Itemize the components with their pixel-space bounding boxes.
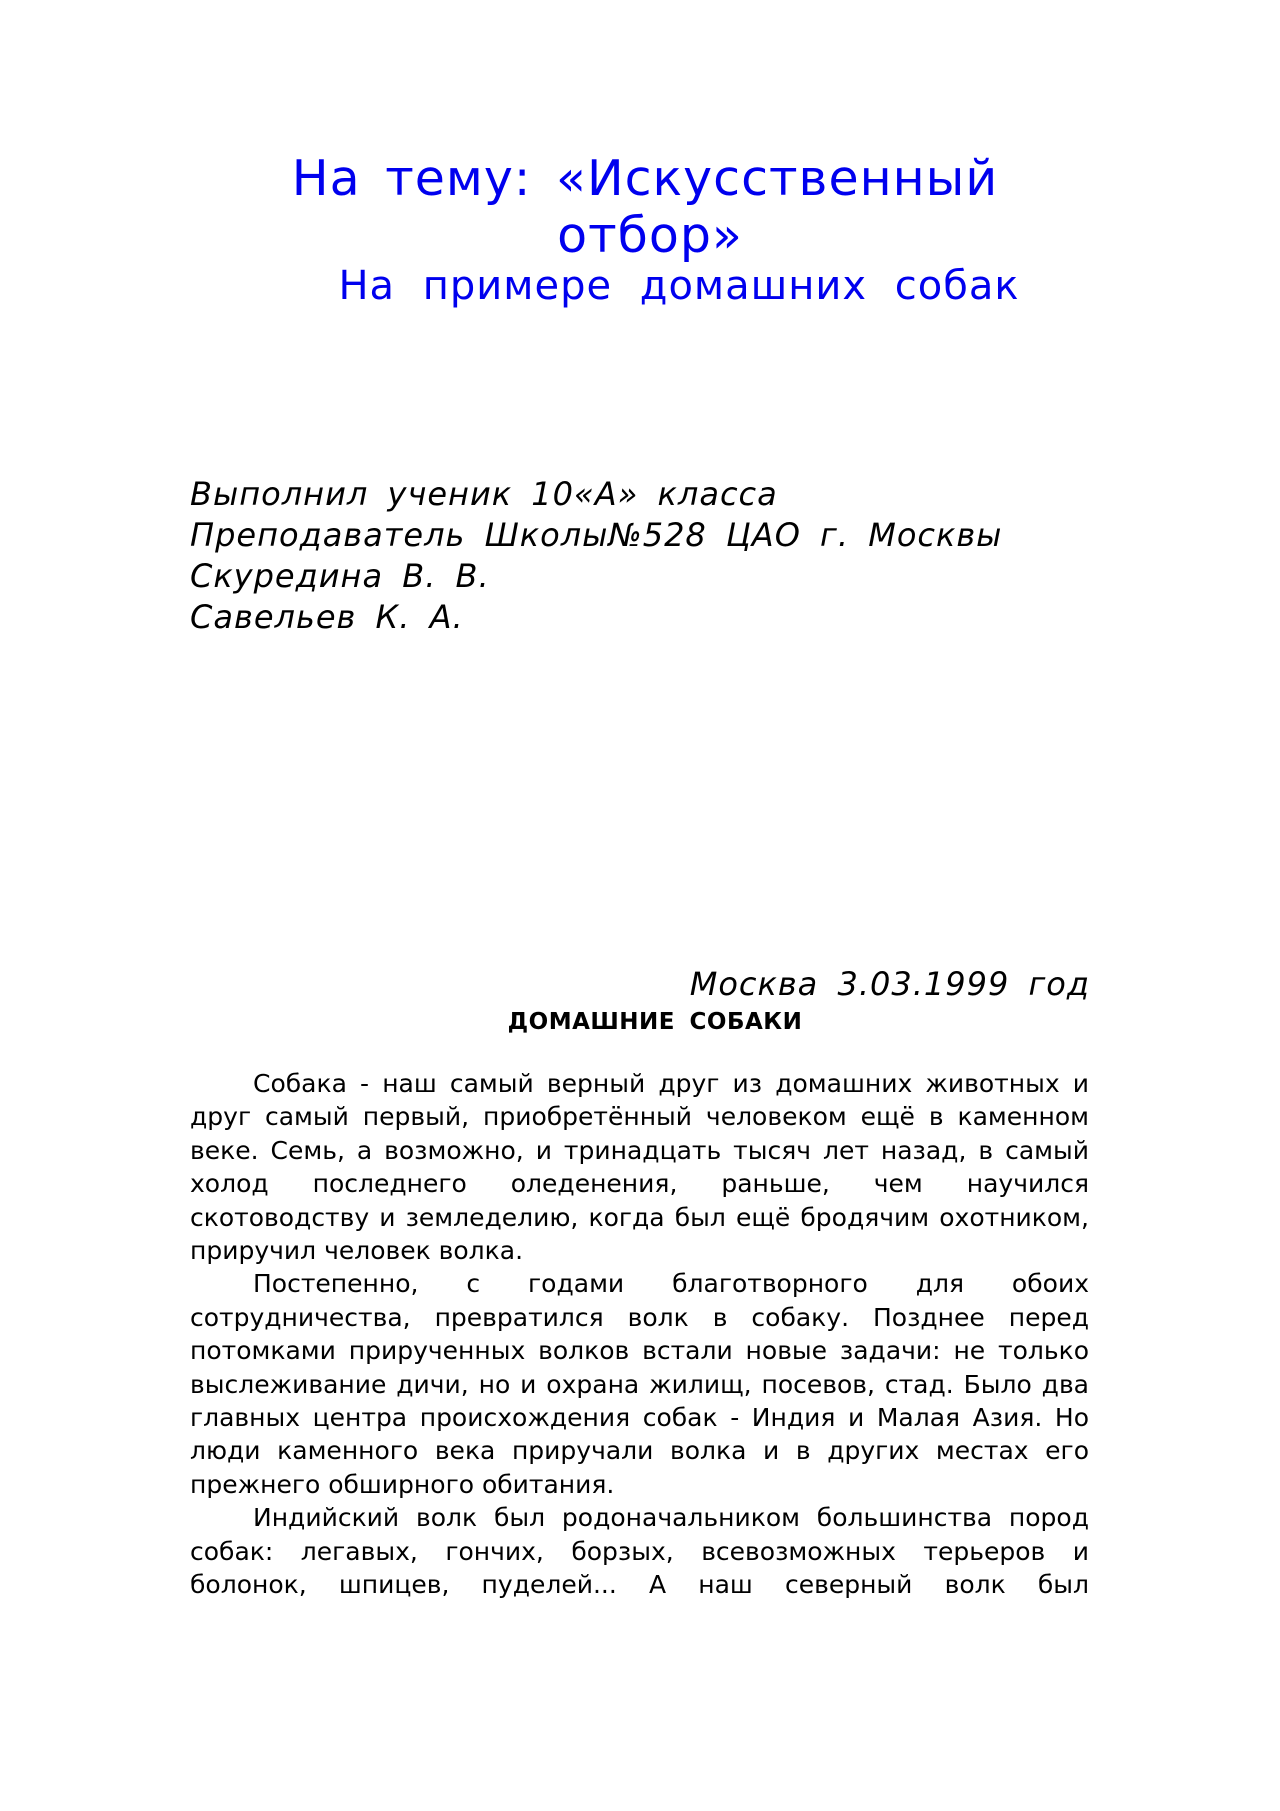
paragraph-2: Постепенно, с годами благотворного для обоих сотрудничества, превратился волк в собаку. Позднее перед потомками прирученных волков встали новые задачи: не только выслеживание дичи, но и охрана жилищ, посевов, стад. Было два главных центра происхождения собак - Индия и Малая Азия. Но люди каменного века приручали волка и в других местах его прежнего обширного обитания. — [190, 1269, 1089, 1499]
section-heading: ДОМАШНИЕ СОБАКИ — [507, 1009, 803, 1035]
paragraph-1: Собака - наш самый верный друг из домашних животных и друг самый первый, приобретённый человеком ещё в каменном веке. Семь, а возможно, и тринадцать тысяч лет назад, в самый холод последнего оледенения, раньше, чем научился скотоводству и земледелию, когда был ещё бродячим охотником, приручил человек волка. — [190, 1069, 1089, 1266]
author-line-4: Савельев К. А. — [190, 598, 464, 636]
date-line: Москва 3.03.1999 год — [689, 965, 1090, 1003]
author-block — [190, 474, 1002, 638]
author-line-2: Преподаватель Школы№528 ЦАО г. Москвы — [190, 516, 1003, 554]
paragraph-3: Индийский волк был родоначальником большинства пород собак: легавых, гончих, борзых, всевозможных терьеров и болонок, шпицев, пуделей... А наш северный волк был — [190, 1503, 1089, 1600]
author-line-1: Выполнил ученик 10«А» класса — [190, 475, 778, 513]
subtitle: На примере домашних собак — [338, 263, 1020, 309]
author-line-3: Скуредина В. В. — [190, 557, 490, 595]
title-line-2: отбор» — [557, 207, 743, 264]
title-block — [0, 150, 1280, 312]
body-text — [190, 1067, 1089, 1602]
title-line-1: На тему: «Искусственный — [291, 150, 999, 207]
